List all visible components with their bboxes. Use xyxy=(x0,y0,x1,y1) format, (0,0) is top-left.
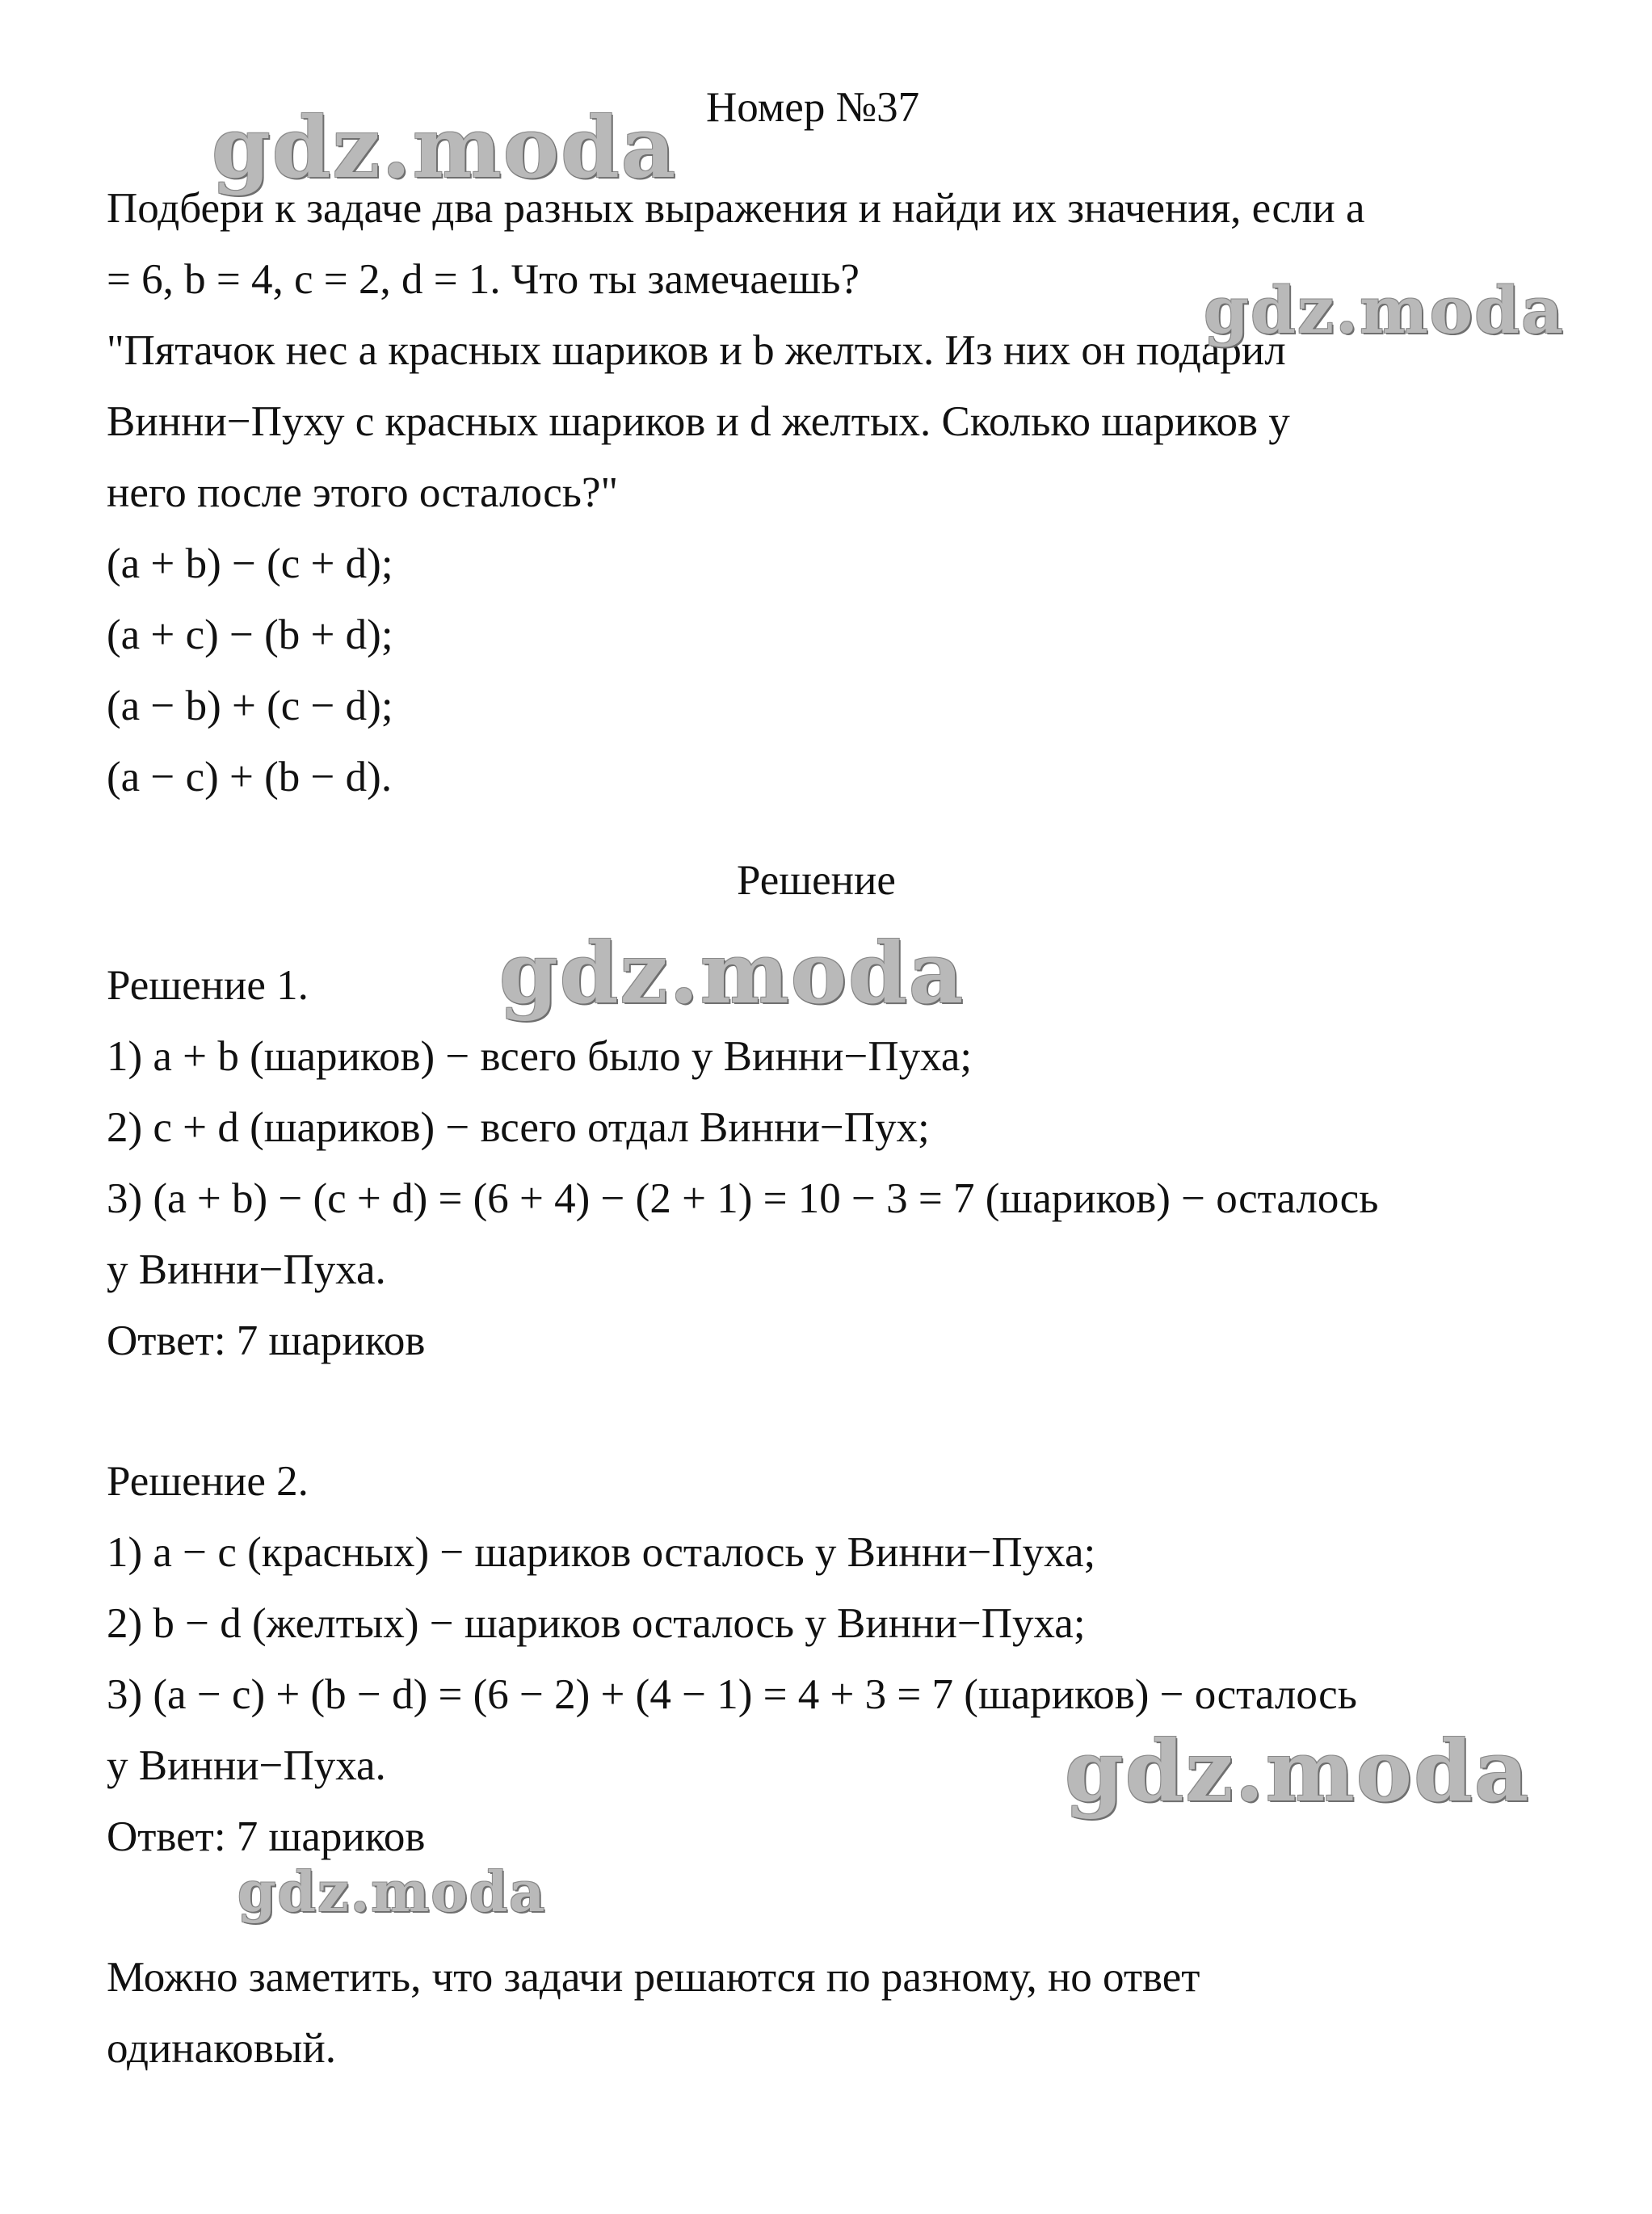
watermark-logo: gdz.moda xyxy=(1065,1721,1531,1821)
solution-2-step-3-cont: у Винни−Пуха. xyxy=(107,1742,386,1789)
watermark-logo: gdz.moda xyxy=(499,923,965,1023)
watermark-logo: gdz.moda xyxy=(238,1860,547,1925)
task-line-3: "Пятачок нес a красных шариков и b желтых. Из них он подарил xyxy=(107,327,1286,374)
solution-1-step-1: 1) a + b (шариков) − всего было у Винни−Пуха; xyxy=(107,1033,973,1080)
solution-1-title: Решение 1. xyxy=(107,962,309,1009)
task-line-5: него после этого осталось?" xyxy=(107,469,619,516)
conclusion-line-1: Можно заметить, что задачи решаются по разному, но ответ xyxy=(107,1954,1200,2001)
solution-heading: Решение xyxy=(737,857,896,904)
solution-2-title: Решение 2. xyxy=(107,1458,309,1505)
solution-2-step-2: 2) b − d (желтых) − шариков осталось у Винни−Пуха; xyxy=(107,1600,1086,1647)
expression-1: (a + b) − (c + d); xyxy=(107,540,393,587)
watermark-logo: gdz.moda xyxy=(1204,272,1565,348)
page-title: Номер №37 xyxy=(706,84,920,131)
expression-4: (a − c) + (b − d). xyxy=(107,754,393,800)
solution-2-answer: Ответ: 7 шариков xyxy=(107,1813,426,1860)
expression-3: (a − b) + (c − d); xyxy=(107,683,393,729)
conclusion-line-2: одинаковый. xyxy=(107,2025,336,2072)
solution-1-step-2: 2) c + d (шариков) − всего отдал Винни−Пух; xyxy=(107,1104,930,1151)
solution-2-step-1: 1) a − c (красных) − шариков осталось у Винни−Пуха; xyxy=(107,1529,1096,1576)
task-line-2: = 6, b = 4, c = 2, d = 1. Что ты замечаешь? xyxy=(107,256,860,303)
solution-1-answer: Ответ: 7 шариков xyxy=(107,1317,426,1364)
expression-2: (a + c) − (b + d); xyxy=(107,611,393,658)
watermark-logo: gdz.moda xyxy=(212,98,678,197)
solution-1-step-3: 3) (a + b) − (c + d) = (6 + 4) − (2 + 1) = 10 − 3 = 7 (шариков) − осталось xyxy=(107,1175,1379,1222)
solution-2-step-3: 3) (a − c) + (b − d) = (6 − 2) + (4 − 1) = 4 + 3 = 7 (шариков) − осталось xyxy=(107,1671,1357,1718)
task-line-1: Подбери к задаче два разных выражения и найди их значения, если a xyxy=(107,185,1365,232)
solution-1-step-3-cont: у Винни−Пуха. xyxy=(107,1246,386,1293)
task-line-4: Винни−Пуху c красных шариков и d желтых. Сколько шариков у xyxy=(107,398,1290,445)
